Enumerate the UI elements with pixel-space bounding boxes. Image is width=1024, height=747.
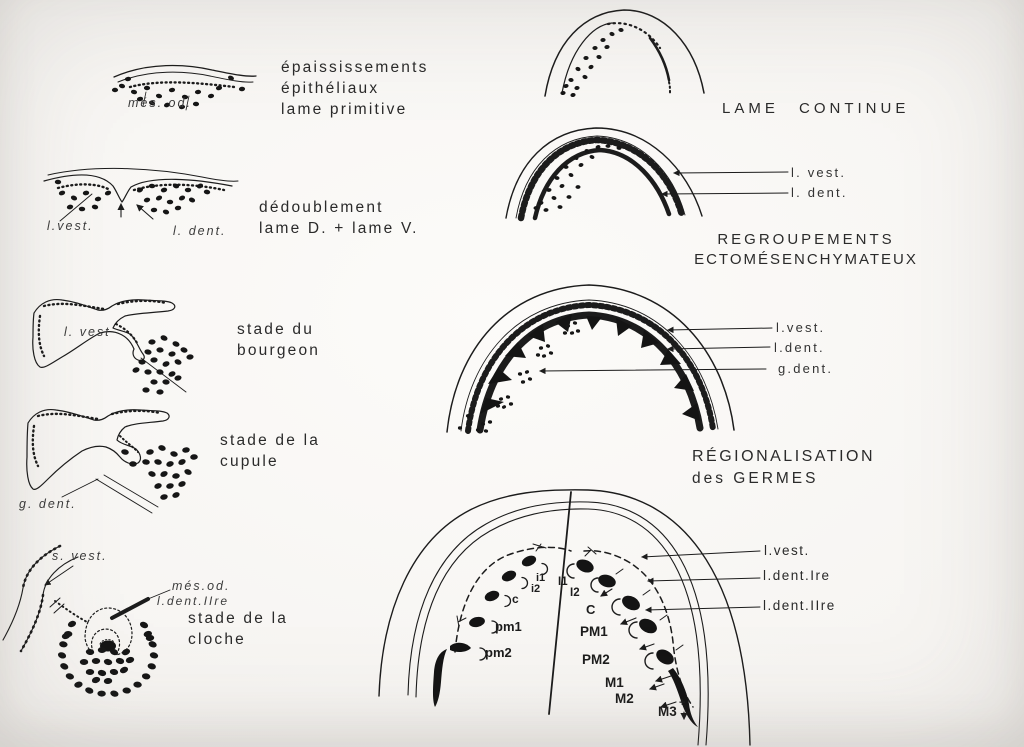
stage2-caption xyxy=(259,197,419,239)
label-l-vest-lame-continue: l. vest. xyxy=(791,165,847,180)
label-g-dent-cupule: g. dent. xyxy=(19,497,77,511)
arch-lame-continue xyxy=(506,128,788,218)
tooth-label-I2: I2 xyxy=(570,587,580,599)
stage2-caption-line2: lame D. + lame V. xyxy=(259,220,419,237)
arch-regionalisation xyxy=(379,490,760,745)
title-regionalisation-line1: RÉGIONALISATION xyxy=(692,448,876,465)
label-l-dent-regroupements: l.dent. xyxy=(774,340,825,355)
stage3-caption-line1: stade du xyxy=(237,321,315,338)
legend-l-vest: l.vest. xyxy=(764,543,810,558)
tooth-label-PM1: PM1 xyxy=(580,624,608,639)
label-l-dent-dedoublement: l. dent. xyxy=(173,224,227,238)
d5-dots xyxy=(57,620,159,698)
tooth-label-pm1: pm1 xyxy=(495,619,522,634)
label-l-vest-bourgeon: l. vest xyxy=(64,325,111,339)
stage4-caption-line1: stade de la xyxy=(220,432,321,449)
stage5-caption xyxy=(188,608,288,650)
title-regionalisation-line2: des GERMES xyxy=(692,470,819,487)
stage4-caption xyxy=(220,430,320,472)
title-regroupements-line1: REGROUPEMENTS xyxy=(717,231,895,248)
stage1-caption-line2: épithéliaux xyxy=(281,80,380,97)
title-regroupements-line2: ECTOMÉSENCHYMATEUX xyxy=(694,251,918,268)
stage2-caption-line1: dédoublement xyxy=(259,199,384,216)
tooth-label-c: c xyxy=(512,592,519,606)
stage1-caption-line3: lame primitive xyxy=(281,101,408,118)
legend-l-dent-ire: l.dent.Ire xyxy=(763,568,831,583)
m3-plus-marker: + xyxy=(679,697,686,709)
tooth-label-C: C xyxy=(586,602,596,617)
tooth-label-pm2: pm2 xyxy=(485,645,512,660)
d3-dots xyxy=(132,334,194,394)
tooth-label-M3: M3 xyxy=(658,704,677,719)
drawing-dedoublement xyxy=(44,168,238,221)
stage5-caption-line1: stade de la xyxy=(188,610,289,627)
label-l-dent-lame-continue: l. dent. xyxy=(791,185,848,200)
drawing-cloche xyxy=(3,546,170,698)
stage1-caption-line1: épaississements xyxy=(281,59,429,76)
title-lame-continue: LAME CONTINUE xyxy=(722,100,910,117)
tooth-label-i2: i2 xyxy=(531,583,541,595)
title-regionalisation xyxy=(692,448,875,488)
tooth-label-i1: i1 xyxy=(536,572,546,584)
legend-l-dent-iire: l.dent.IIre xyxy=(763,598,836,613)
label-l-vest-regroupements: l.vest. xyxy=(776,320,826,335)
title-regroupements xyxy=(633,231,979,268)
label-s-vest-cloche: s. vest. xyxy=(52,549,108,563)
stage3-caption-line2: bourgeon xyxy=(237,342,321,359)
tooth-label-M2: M2 xyxy=(615,691,634,706)
tooth-label-M1: M1 xyxy=(605,675,624,690)
drawing-bourgeon xyxy=(33,300,194,395)
stage1-caption xyxy=(281,57,429,120)
stage3-caption xyxy=(237,319,320,361)
label-l-vest-dedoublement: l.vest. xyxy=(47,219,94,233)
stage4-caption-line2: cupule xyxy=(220,453,279,470)
arch-early-lamina xyxy=(545,10,704,97)
label-l-dent-iire-cloche: l.dent.IIre xyxy=(157,594,230,608)
arch-regroupements xyxy=(447,285,772,433)
tooth-label-PM2: PM2 xyxy=(582,652,610,667)
stage5-caption-line2: cloche xyxy=(188,631,247,648)
label-g-dent-regroupements: g.dent. xyxy=(778,361,834,376)
label-mes-od: més. od. xyxy=(128,96,192,110)
tooth-label-I1: I1 xyxy=(558,576,568,588)
label-mes-od-cloche: més.od. xyxy=(172,579,231,593)
